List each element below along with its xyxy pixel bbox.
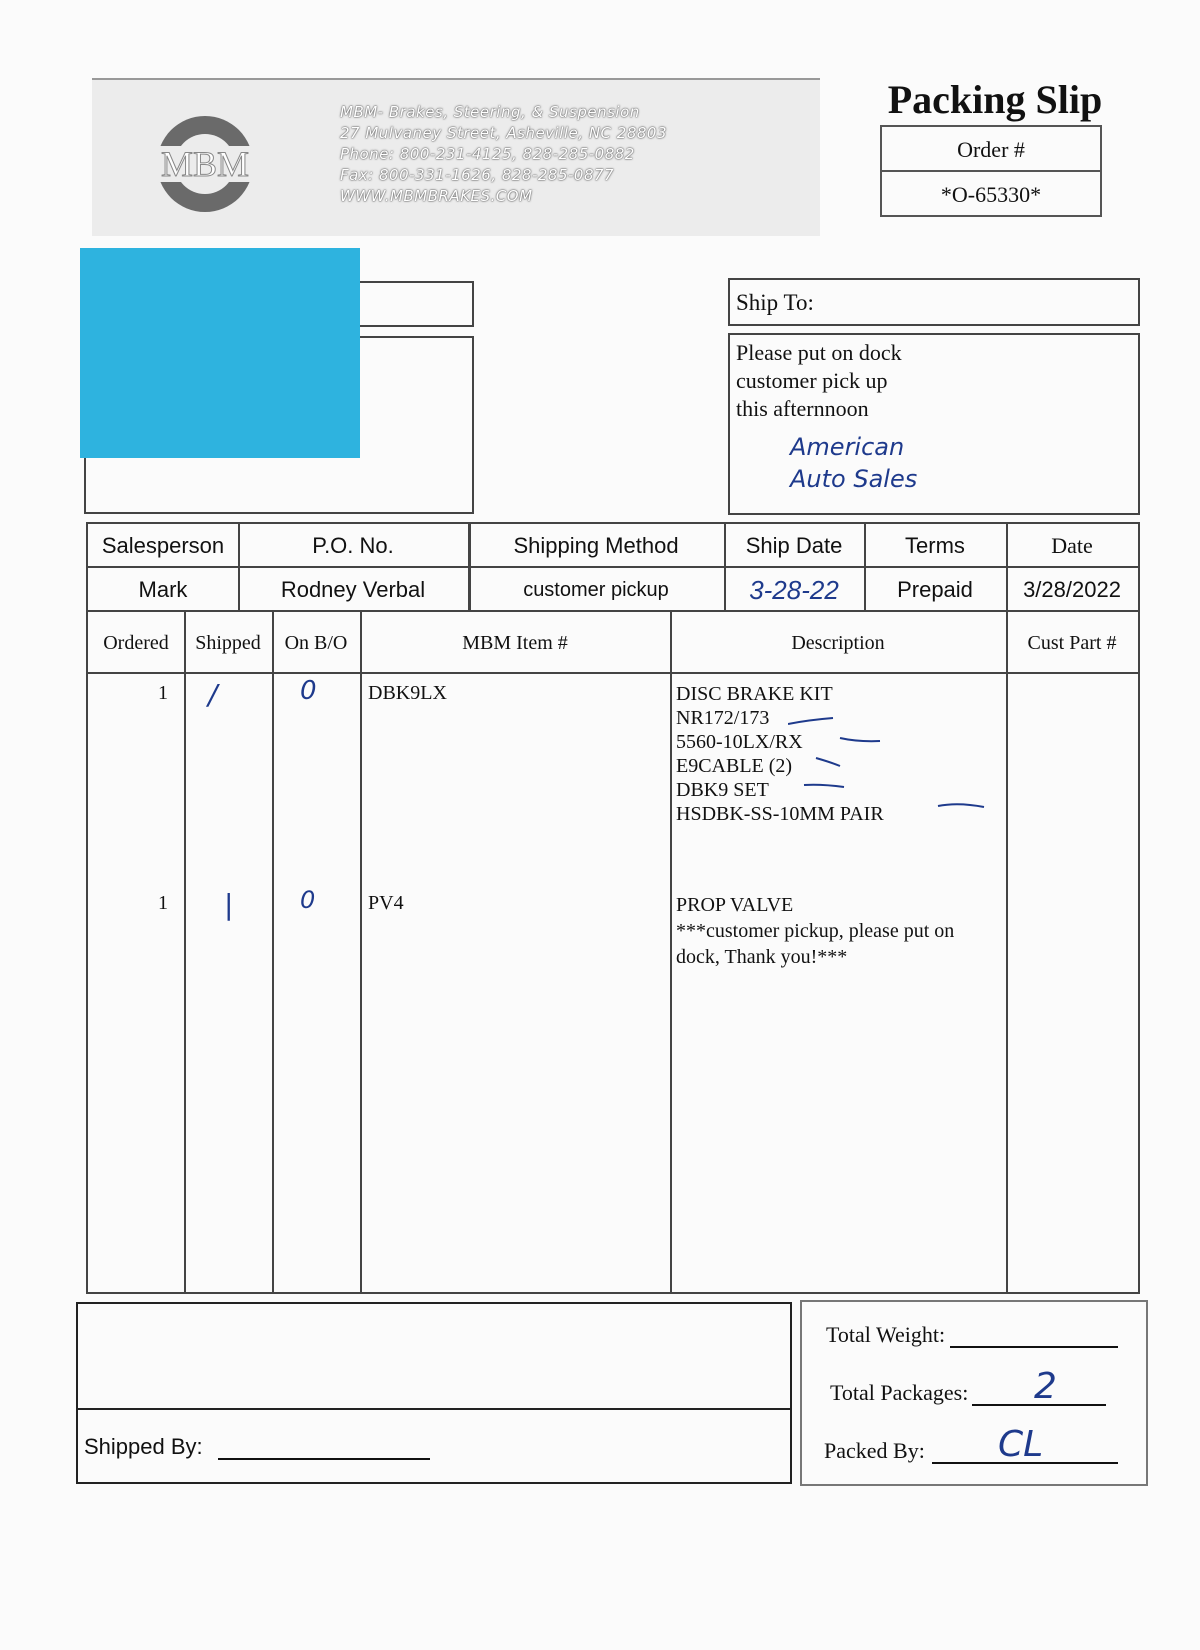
description-line: E9CABLE (2) <box>676 755 793 777</box>
total-weight-line <box>950 1346 1118 1348</box>
packed-by-value: CL <box>998 1424 1044 1465</box>
description-line: ***customer pickup, please put on <box>676 920 955 942</box>
description-column-header: Description <box>791 632 885 654</box>
column-divider <box>360 612 362 1292</box>
row-description <box>676 892 954 970</box>
total-weight-label: Total Weight: <box>826 1322 946 1347</box>
po-number-header: P.O. No. <box>238 524 468 568</box>
grid-divider <box>864 524 866 610</box>
description-line: NR172/173 <box>676 707 770 729</box>
document-title: Packing Slip <box>887 77 1103 122</box>
salesperson-value: Mark <box>138 577 188 602</box>
ordered-column-header: Ordered <box>103 632 169 654</box>
redaction-patch <box>80 248 360 458</box>
company-name: MBM- Brakes, Steering, & Suspension <box>340 103 640 121</box>
date-value: 3/28/2022 <box>1023 577 1121 602</box>
shipped-by-line <box>218 1458 430 1460</box>
order-info-grid <box>86 522 1140 612</box>
date-header: Date <box>1006 524 1138 568</box>
grid-divider <box>468 524 471 610</box>
shipping-method-header: Shipping Method <box>468 524 724 568</box>
description-line: dock, Thank you!*** <box>676 946 848 968</box>
handwritten-check-marks <box>788 706 1088 816</box>
ship-to-handwritten-name <box>790 431 917 495</box>
line-items-table <box>86 612 1140 1294</box>
terms-header: Terms <box>864 524 1006 568</box>
description-line: DISC BRAKE KIT <box>676 683 833 705</box>
totals-box <box>800 1300 1148 1486</box>
packed-by-label: Packed By: <box>824 1438 925 1463</box>
cust-part-column-header: Cust Part # <box>1027 632 1117 654</box>
handwritten-line: Auto Sales <box>790 465 918 493</box>
row-shipped-mark: | <box>224 888 234 921</box>
row-item-number: PV4 <box>368 892 404 914</box>
row-backorder-mark: 0 <box>300 886 316 914</box>
handwritten-line: American <box>790 433 905 461</box>
ship-to-note <box>736 339 1116 423</box>
ship-to-header <box>728 278 1140 326</box>
shipped-by-box <box>76 1302 792 1484</box>
backorder-column-header: On B/O <box>284 632 348 654</box>
shipped-column-header: Shipped <box>195 632 261 654</box>
order-number: *O-65330* <box>940 182 1042 207</box>
ship-to-note-line: Please put on dock <box>736 340 902 365</box>
company-phone: Phone: 800-231-4125, 828-285-0882 <box>340 145 635 163</box>
grid-divider <box>1006 524 1008 610</box>
po-number-value: Rodney Verbal <box>280 577 426 602</box>
description-line: HSDBK-SS-10MM PAIR <box>676 803 884 825</box>
total-packages-value: 2 <box>1034 1366 1057 1407</box>
ship-to-label: Ship To: <box>736 290 814 315</box>
ship-to-note-line: this afternnoon <box>736 396 869 421</box>
ship-date-header: Ship Date <box>724 524 864 568</box>
header-rule <box>88 672 1138 674</box>
ship-to-box <box>728 333 1140 515</box>
company-street: 27 Mulvaney Street, Asheville, NC 28803 <box>340 124 667 142</box>
column-divider <box>272 612 274 1292</box>
row-shipped-mark: / <box>208 678 218 711</box>
column-divider <box>670 612 672 1292</box>
column-divider <box>184 612 186 1292</box>
shipping-method-value: customer pickup <box>523 579 669 601</box>
ship-to-note-line: customer pick up <box>736 368 888 393</box>
company-address-block <box>340 102 760 207</box>
terms-value: Prepaid <box>897 577 973 602</box>
row-backorder-mark: 0 <box>300 676 317 706</box>
salesperson-header: Salesperson <box>88 524 238 568</box>
mbm-logo <box>150 112 260 217</box>
ship-date-value: 3-28-22 <box>749 575 839 605</box>
description-line: 5560-10LX/RX <box>676 731 803 753</box>
grid-divider <box>724 524 726 610</box>
item-number-column-header: MBM Item # <box>462 632 568 654</box>
box-divider <box>78 1408 790 1410</box>
row-ordered-qty: 1 <box>158 892 168 914</box>
total-packages-label: Total Packages: <box>830 1380 969 1405</box>
row-ordered-qty: 1 <box>158 682 168 704</box>
order-label: Order # <box>882 127 1100 172</box>
company-website: WWW.MBMBRAKES.COM <box>340 187 533 205</box>
row-item-number: DBK9LX <box>368 682 447 704</box>
svg-text:MBM: MBM <box>160 144 250 184</box>
description-line: DBK9 SET <box>676 779 769 801</box>
shipped-by-label: Shipped By: <box>84 1434 203 1459</box>
description-line: PROP VALVE <box>676 894 794 916</box>
order-number-box <box>880 125 1102 217</box>
bill-to-header-box <box>358 281 474 327</box>
company-fax: Fax: 800-331-1626, 828-285-0877 <box>340 166 615 184</box>
grid-divider <box>238 524 240 610</box>
